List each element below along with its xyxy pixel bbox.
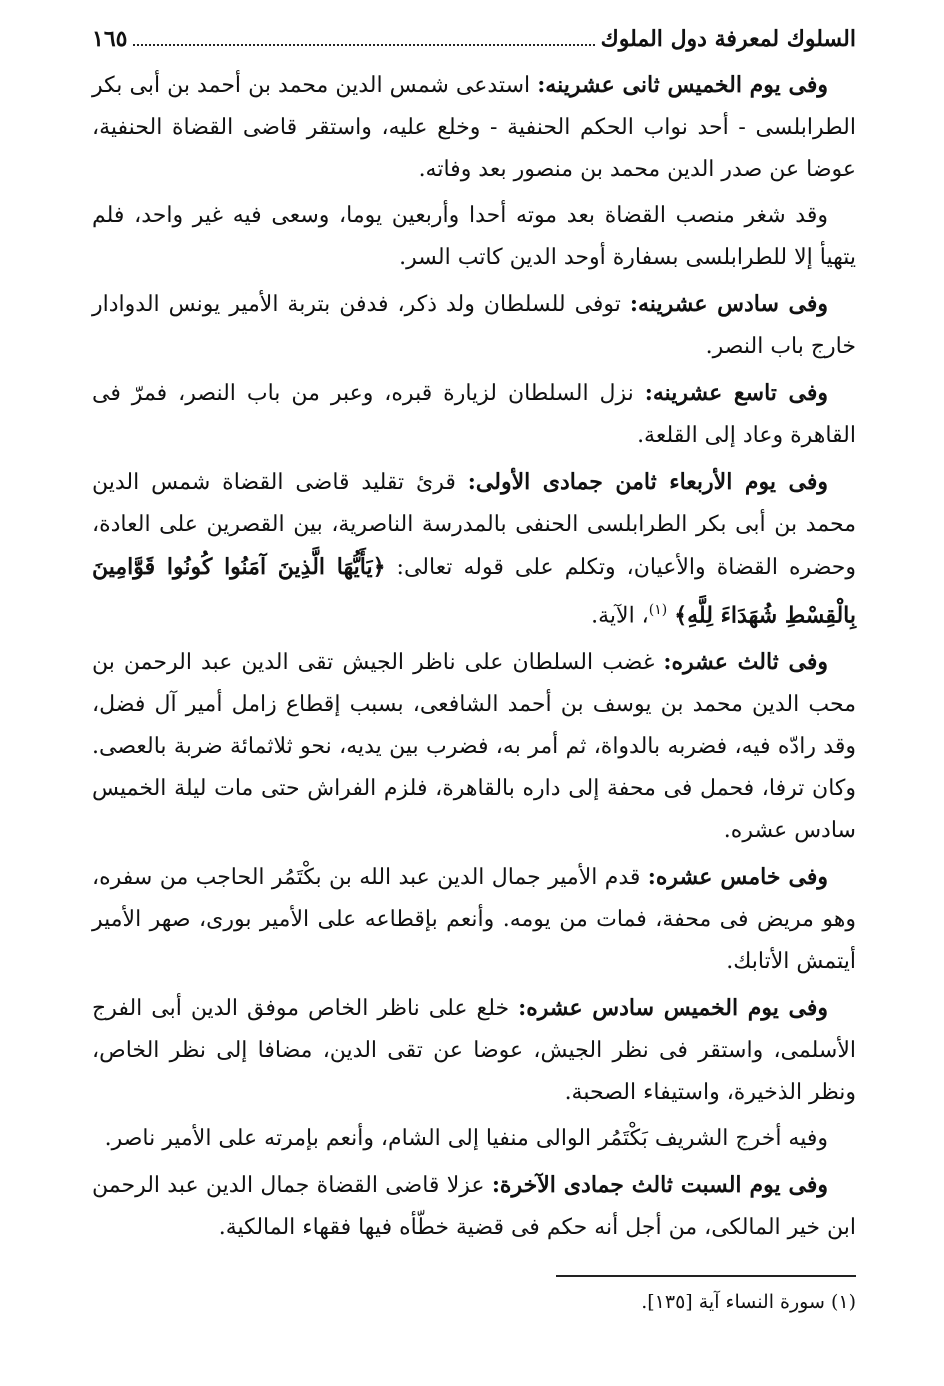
paragraph-lead: وفى يوم السبت ثالث جمادى الآخرة: xyxy=(491,1172,829,1199)
quran-verse: ﴿يَأَيُّهَا الَّذِينَ آمَنُوا كُونُوا قَوَّامِينَ بِالْقِسْطِ شُهَدَاءَ لِلَّهِ﴾ xyxy=(92,554,856,629)
leader-dots xyxy=(133,44,594,46)
running-header xyxy=(92,26,856,64)
paragraph xyxy=(92,283,856,368)
paragraph-text: وقد شغر منصب القضاة بعد موته أحدا وأربعين يوما، وسعى فيه غير واحد، فلم يتهيأ إلا للطرابلسى بسفارة أوحد الدين كاتب السر. xyxy=(92,203,856,270)
paragraph-text: قدم الأمير جمال الدين عبد الله بن بكْتَمُر الحاجب من سفره، وهو مريض فى محفة، فمات من يومه. وأنعم بإقطاعه على الأمير بورى، صهر الأمير أيتمش الأتابك. xyxy=(92,865,856,975)
paragraph xyxy=(92,372,856,457)
paragraph xyxy=(92,641,856,852)
paragraph-lead: وفى يوم الأربعاء ثامن جمادى الأولى: xyxy=(467,469,828,495)
paragraph-text: توفى للسلطان ولد ذكر، فدفن بتربة الأمير يونس الدوادار خارج باب النصر. xyxy=(92,292,856,359)
paragraph xyxy=(92,1164,856,1249)
paragraph-text: وفيه أخرج الشريف بَكْتَمُر الوالى منفيا إلى الشام، وأنعم بإمرته على الأمير ناصر. xyxy=(104,1126,828,1152)
page-number: ١٦٥ xyxy=(92,26,128,52)
paragraph xyxy=(92,856,856,983)
paragraph-text: عزلا قاضى القضاة جمال الدين عبد الرحمن ابن خير المالكى، من أجل أنه حكم فى قضية خطّأه فيها فقهاء المالكية. xyxy=(92,1173,856,1241)
paragraph xyxy=(92,1118,856,1160)
paragraph xyxy=(92,461,856,637)
paragraph xyxy=(92,987,856,1114)
paragraph-text: غضب السلطان على ناظر الجيش تقى الدين عبد الرحمن بن محب الدين محمد بن يوسف بن أحمد الشافعى، بسبب إقطاع زامل أمير آل فضل، وقد رادّه فيه، فضربه بالدواة، ثم أمر به، فضرب بين يديه، نحو ثلاثمائة ضربة بالعصى. وكان ترفا، فحمل فى محفة إلى داره بالقاهرة، فلزم الفراش حتى مات ليلة الخميس سادس عشره. xyxy=(92,650,856,844)
paragraph-text: نزل السلطان لزيارة قبره، وعبر من باب النصر، فمرّ فى القاهرة وعاد إلى القلعة. xyxy=(92,381,856,448)
footnote-separator xyxy=(556,1275,856,1277)
footnote-reference[interactable]: (١) xyxy=(648,602,668,618)
paragraph-lead: وفى تاسع عشرينه: xyxy=(644,380,828,406)
book-title: السلوك لمعرفة دول الملوك xyxy=(600,26,856,52)
paragraph-lead: وفى يوم الخميس سادس عشره: xyxy=(518,995,828,1022)
paragraph xyxy=(92,64,856,191)
paragraph-lead: وفى خامس عشره: xyxy=(647,864,828,891)
paragraph-text: استدعى شمس الدين محمد بن أحمد بن أبى بكر الطرابلسى - أحد نواب الحكم الحنفية - وخلع عليه، واستقر قاضى القضاة الحنفية، عوضا عن صدر الدين محمد بن منصور بعد وفاته. xyxy=(92,73,856,182)
paragraph-text: قرئ تقليد قاضى القضاة شمس الدين محمد بن أبى بكر الطرابلسى الحنفى بالمدرسة الناصرية، بين القصرين على العادة، وحضره القضاة والأعيان، وتكلم على قوله تعالى: xyxy=(92,470,856,580)
footnote: (١) سورة النساء آية [١٣٥]. xyxy=(641,1291,856,1314)
paragraph xyxy=(92,195,856,279)
paragraph-lead: وفى ثالث عشره: xyxy=(663,649,828,676)
paragraph-tail: ، الآية. xyxy=(591,603,649,629)
paragraph-lead: وفى يوم الخميس ثانى عشرينه: xyxy=(537,72,828,98)
paragraph-lead: وفى سادس عشرينه: xyxy=(629,291,828,317)
paragraph-text: خلع على ناظر الخاص موفق الدين أبى الفرج الأسلمى، واستقر فى نظر الجيش، عوضا عن تقى الدين، مضافا إلى نظر الخاص، ونظر الذخيرة، واستيفاء الصحبة. xyxy=(92,996,856,1106)
